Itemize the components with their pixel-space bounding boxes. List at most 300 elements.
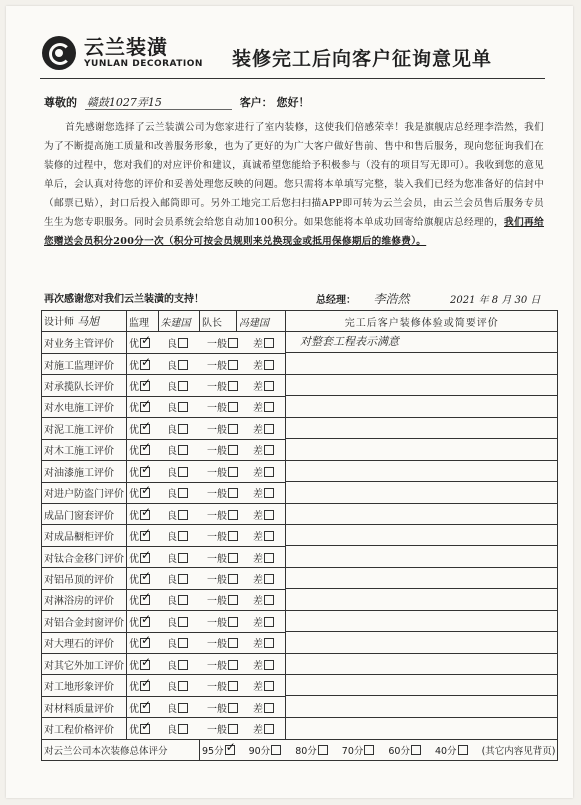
rating-option-label: 差 <box>253 596 263 608</box>
rating-option-label: 差 <box>253 424 263 436</box>
checkbox-icon[interactable] <box>264 402 274 412</box>
score-option[interactable] <box>388 746 421 757</box>
rating-option[interactable] <box>207 721 253 736</box>
comment-line <box>286 568 557 589</box>
rating-option[interactable] <box>167 635 207 650</box>
checkbox-icon[interactable] <box>228 681 238 691</box>
checkbox-icon[interactable] <box>228 574 238 584</box>
rating-option-label: 一般 <box>207 360 227 372</box>
rating-options <box>127 461 286 482</box>
score-option[interactable] <box>342 746 375 757</box>
rating-options <box>127 375 286 396</box>
rating-option[interactable] <box>253 614 283 629</box>
rating-option[interactable] <box>129 399 167 414</box>
checkbox-icon[interactable] <box>178 553 188 563</box>
table-header-row <box>42 311 558 332</box>
checkbox-icon[interactable] <box>264 424 274 434</box>
closing-thanks: 再次感谢您对我们云兰装潢的支持！ <box>44 294 204 305</box>
rating-option[interactable] <box>129 635 167 650</box>
evaluation-column-title: 完工后客户装修体验或简要评价 <box>286 311 558 332</box>
checked-box-icon[interactable] <box>140 424 150 434</box>
checkbox-icon[interactable] <box>264 660 274 670</box>
rating-option-label: 差 <box>253 339 263 351</box>
row-item-label: 对泥工施工评价 <box>42 418 127 439</box>
rating-option-label: 一般 <box>207 703 227 715</box>
checked-box-icon[interactable] <box>140 488 150 498</box>
row-item-label: 对铝合金封窗评价 <box>42 611 127 632</box>
rating-option-label: 良 <box>167 339 177 351</box>
rating-option[interactable] <box>167 657 207 672</box>
checkbox-icon[interactable] <box>264 338 274 348</box>
rating-option[interactable] <box>129 550 167 565</box>
rating-option[interactable] <box>253 678 283 693</box>
rating-option[interactable] <box>129 571 167 586</box>
rating-option[interactable] <box>167 507 207 522</box>
checkbox-icon[interactable] <box>178 360 188 370</box>
rating-option[interactable] <box>129 700 167 715</box>
designer-label: 设计师 <box>44 317 74 329</box>
rating-option[interactable] <box>129 378 167 393</box>
rating-options <box>127 696 286 717</box>
checkbox-icon[interactable] <box>264 638 274 648</box>
rating-option[interactable] <box>207 399 253 414</box>
rating-option-label: 良 <box>167 489 177 501</box>
rating-option[interactable] <box>129 721 167 736</box>
checkbox-icon[interactable] <box>178 724 188 734</box>
row-item-label: 对水电施工评价 <box>42 396 127 417</box>
row-item-label: 对承揽队长评价 <box>42 375 127 396</box>
rating-options <box>127 418 286 439</box>
checked-box-icon[interactable] <box>225 745 235 755</box>
checkbox-icon[interactable] <box>178 638 188 648</box>
rating-option-label: 一般 <box>207 574 227 586</box>
comment-line <box>286 611 557 632</box>
rating-option[interactable] <box>129 592 167 607</box>
checkbox-icon[interactable] <box>178 574 188 584</box>
rating-option[interactable] <box>167 378 207 393</box>
rating-option-label: 一般 <box>207 596 227 608</box>
rating-option[interactable] <box>207 485 253 500</box>
checked-box-icon[interactable] <box>140 360 150 370</box>
checked-box-icon[interactable] <box>140 338 150 348</box>
rating-option-label: 良 <box>167 596 177 608</box>
rating-option[interactable] <box>253 635 283 650</box>
rating-option[interactable] <box>207 335 253 350</box>
rating-option[interactable] <box>253 464 283 479</box>
score-option[interactable] <box>202 746 235 757</box>
comment-line <box>286 718 557 738</box>
rating-option[interactable] <box>207 507 253 522</box>
rating-options <box>127 589 286 610</box>
checkbox-icon[interactable] <box>178 531 188 541</box>
checkbox-icon[interactable] <box>228 488 238 498</box>
rating-options <box>127 439 286 460</box>
checkbox-icon[interactable] <box>178 617 188 627</box>
checked-box-icon[interactable] <box>140 638 150 648</box>
table-row <box>42 332 558 353</box>
comment-line <box>286 439 557 460</box>
rating-option-label: 良 <box>167 553 177 565</box>
checkbox-icon[interactable] <box>228 531 238 541</box>
rating-option[interactable] <box>207 378 253 393</box>
rating-option-label: 一般 <box>207 382 227 394</box>
rating-option[interactable] <box>167 421 207 436</box>
evaluation-comment-area[interactable] <box>286 332 558 739</box>
rating-option[interactable] <box>167 485 207 500</box>
checkbox-icon[interactable] <box>228 402 238 412</box>
checkbox-icon[interactable] <box>228 617 238 627</box>
checkbox-icon[interactable] <box>228 467 238 477</box>
rating-option-label: 良 <box>167 510 177 522</box>
salutation-suffix: 客户： <box>239 96 273 109</box>
rating-option-label: 差 <box>253 639 263 651</box>
comment-line <box>286 525 557 546</box>
document-title: 装修完工后向客户征询意见单 <box>232 48 493 70</box>
rating-option-label: 一般 <box>207 660 227 672</box>
rating-option[interactable] <box>167 399 207 414</box>
rating-option[interactable] <box>167 571 207 586</box>
rating-option-label: 优 <box>129 574 139 586</box>
checkbox-icon[interactable] <box>228 445 238 455</box>
rating-option-label: 良 <box>167 639 177 651</box>
rating-option-label: 良 <box>167 382 177 394</box>
rating-option-label: 一般 <box>207 510 227 522</box>
checkbox-icon[interactable] <box>264 381 274 391</box>
rating-option-label: 优 <box>129 703 139 715</box>
rating-option[interactable] <box>253 421 283 436</box>
checkbox-icon[interactable] <box>264 553 274 563</box>
row-item-label: 对进户防盗门评价 <box>42 482 127 503</box>
general-manager <box>316 290 410 307</box>
checked-box-icon[interactable] <box>140 553 150 563</box>
score-option[interactable] <box>295 746 328 757</box>
comment-line <box>286 461 557 482</box>
checkbox-icon[interactable] <box>264 574 274 584</box>
score-option-label: 90分 <box>248 745 271 757</box>
brand-logo <box>42 36 203 70</box>
rating-option[interactable] <box>129 357 167 372</box>
rating-options <box>127 482 286 503</box>
row-item-label: 对淋浴房的评价 <box>42 589 127 610</box>
checkbox-icon[interactable] <box>178 703 188 713</box>
rating-option-label: 良 <box>167 703 177 715</box>
rating-option[interactable] <box>253 528 283 543</box>
rating-option[interactable] <box>253 571 283 586</box>
checkbox-icon[interactable] <box>178 681 188 691</box>
rating-option-label: 一般 <box>207 532 227 544</box>
checkbox-icon[interactable] <box>264 595 274 605</box>
checkbox-icon[interactable] <box>264 488 274 498</box>
logo-mark-icon <box>42 36 76 70</box>
checkbox-icon[interactable] <box>364 745 374 755</box>
rating-option[interactable] <box>129 678 167 693</box>
checked-box-icon[interactable] <box>140 467 150 477</box>
comment-line <box>286 353 557 374</box>
rating-option-label: 优 <box>129 553 139 565</box>
checkbox-icon[interactable] <box>178 402 188 412</box>
salutation-prefix: 尊敬的 <box>44 96 77 109</box>
checkbox-icon[interactable] <box>228 510 238 520</box>
signing-date: 2021 年 8 月 30 日 <box>450 295 541 306</box>
rating-option[interactable] <box>253 399 283 414</box>
checkbox-icon[interactable] <box>178 381 188 391</box>
customer-address-handwritten: 赣鼓1027弄15 <box>85 96 232 110</box>
checkbox-icon[interactable] <box>178 424 188 434</box>
checkbox-icon[interactable] <box>178 510 188 520</box>
comment-line <box>286 504 557 525</box>
rating-option[interactable] <box>167 678 207 693</box>
checked-box-icon[interactable] <box>140 660 150 670</box>
gm-signature: 李浩然 <box>373 292 410 306</box>
rating-option[interactable] <box>129 421 167 436</box>
row-item-label: 对材料质量评价 <box>42 696 127 717</box>
checked-box-icon[interactable] <box>140 531 150 541</box>
brand-name-cn: 云兰装潢 <box>84 35 168 59</box>
rating-option-label: 良 <box>167 682 177 694</box>
rating-option[interactable] <box>129 507 167 522</box>
rating-option-label: 一般 <box>207 446 227 458</box>
rating-option[interactable] <box>167 528 207 543</box>
rating-option-label: 差 <box>253 446 263 458</box>
rating-option[interactable] <box>129 528 167 543</box>
rating-option[interactable] <box>253 335 283 350</box>
checkbox-icon[interactable] <box>228 595 238 605</box>
rating-option[interactable] <box>129 335 167 350</box>
comment-line <box>286 375 557 396</box>
rating-option[interactable] <box>207 657 253 672</box>
checkbox-icon[interactable] <box>178 660 188 670</box>
checkbox-icon[interactable] <box>228 638 238 648</box>
checkbox-icon[interactable] <box>178 445 188 455</box>
rating-option-label: 优 <box>129 682 139 694</box>
rating-option[interactable] <box>207 571 253 586</box>
rating-option-label: 良 <box>167 574 177 586</box>
checked-box-icon[interactable] <box>140 381 150 391</box>
row-item-label: 对工程价格评价 <box>42 718 127 739</box>
comment-line <box>286 482 557 503</box>
rating-option[interactable] <box>207 550 253 565</box>
rating-option[interactable] <box>129 442 167 457</box>
overall-score-row <box>42 739 558 760</box>
rating-option-label: 差 <box>253 553 263 565</box>
score-option-label: 95分 <box>202 745 224 757</box>
rating-option-label: 良 <box>167 360 177 372</box>
rating-option-label: 优 <box>129 639 139 651</box>
score-option-label: 40分 <box>434 745 457 757</box>
rating-options <box>127 353 286 374</box>
score-option[interactable] <box>249 746 282 757</box>
checked-box-icon[interactable] <box>140 574 150 584</box>
rating-option[interactable] <box>253 357 283 372</box>
rating-option-label: 一般 <box>207 489 227 501</box>
rating-option[interactable] <box>207 592 253 607</box>
rating-option[interactable] <box>207 357 253 372</box>
checkbox-icon[interactable] <box>264 467 274 477</box>
rating-option-label: 一般 <box>207 403 227 415</box>
rating-option-label: 优 <box>129 403 139 415</box>
row-item-label: 对油漆施工评价 <box>42 461 127 482</box>
checkbox-icon[interactable] <box>264 617 274 627</box>
rating-option[interactable] <box>167 592 207 607</box>
rating-option[interactable] <box>129 657 167 672</box>
rating-options <box>127 632 286 653</box>
rating-option[interactable] <box>253 378 283 393</box>
checkbox-icon[interactable] <box>264 360 274 370</box>
checkbox-icon[interactable] <box>228 338 238 348</box>
rating-option[interactable] <box>129 614 167 629</box>
rating-options <box>127 654 286 675</box>
rating-options <box>127 503 286 524</box>
header-divider <box>40 78 545 79</box>
rating-option-label: 差 <box>253 532 263 544</box>
row-item-label: 对业务主管评价 <box>42 332 127 353</box>
rating-option-label: 差 <box>253 660 263 672</box>
checked-box-icon[interactable] <box>140 703 150 713</box>
rating-option-label: 差 <box>253 574 263 586</box>
rating-options <box>127 568 286 589</box>
checked-box-icon[interactable] <box>140 445 150 455</box>
rating-option[interactable] <box>253 442 283 457</box>
rating-option-label: 良 <box>167 617 177 629</box>
rating-option-label: 良 <box>167 403 177 415</box>
rating-option[interactable] <box>167 442 207 457</box>
checkbox-icon[interactable] <box>264 703 274 713</box>
rating-options <box>127 675 286 696</box>
comment-line <box>286 675 557 696</box>
rating-option-label: 一般 <box>207 553 227 565</box>
score-option[interactable] <box>435 746 468 757</box>
checkbox-icon[interactable] <box>264 445 274 455</box>
checkbox-icon[interactable] <box>178 338 188 348</box>
letter-body <box>44 118 544 251</box>
rating-option-label: 优 <box>129 725 139 737</box>
rating-options <box>127 525 286 546</box>
row-item-label: 对木工施工评价 <box>42 439 127 460</box>
rating-option-label: 一般 <box>207 424 227 436</box>
rating-option[interactable] <box>129 464 167 479</box>
rating-option-label: 优 <box>129 467 139 479</box>
rating-option[interactable] <box>253 657 283 672</box>
checkbox-icon[interactable] <box>458 745 468 755</box>
rating-option-label: 良 <box>167 725 177 737</box>
rating-option[interactable] <box>207 464 253 479</box>
rating-option[interactable] <box>167 700 207 715</box>
checkbox-icon[interactable] <box>228 424 238 434</box>
checkbox-icon[interactable] <box>178 467 188 477</box>
brand-name-en: YUNLAN DECORATION <box>84 59 203 69</box>
row-item-label: 对工地形象评价 <box>42 675 127 696</box>
checked-box-icon[interactable] <box>140 617 150 627</box>
rating-option[interactable] <box>253 721 283 736</box>
designer-name: 马旭 <box>77 315 100 329</box>
score-option-label: 80分 <box>295 745 317 757</box>
row-item-label: 对施工监理评价 <box>42 353 127 374</box>
checkbox-icon[interactable] <box>411 745 421 755</box>
supervisor-name: 朱建国 <box>158 311 200 332</box>
rating-option[interactable] <box>207 528 253 543</box>
score-option-label: 60分 <box>388 745 410 757</box>
rating-option[interactable] <box>167 721 207 736</box>
checkbox-icon[interactable] <box>264 510 274 520</box>
checked-box-icon[interactable] <box>140 724 150 734</box>
row-item-label: 对大理石的评价 <box>42 632 127 653</box>
letter-text: 首先感谢您选择了云兰装潢公司为您家进行了室内装修，这使我们倍感荣幸！我是旗舰店总经理李浩然，我们为了不断提高施工质量和改善服务形象，也为了更好的为广大客户做好售前、售中和售后服务，现向您征询我们在装修的过程中，您对我们的对应评价和建议，真诚希望您能给予积极参与（没有的项目写无即可）。我收到您的意见单后，会认真对待您的评价和妥善处理您反映的问题。您只需将本单填写完整，装入我们已经为您准备好的信封中（邮票已贴），封口后投入邮筒即可。另外工地完工后您扫扫描APP即可转为云兰会员，由云兰会员售后服务专员生生为您专职服务。同时会员系统会给您自动加100积分。如果您能将本单成功回寄给旗舰店总经理的， <box>44 122 544 228</box>
rating-option[interactable] <box>253 507 283 522</box>
rating-option[interactable] <box>253 700 283 715</box>
rating-option-label: 优 <box>129 424 139 436</box>
row-item-label: 对其它外加工评价 <box>42 654 127 675</box>
rating-option[interactable] <box>253 592 283 607</box>
rating-options <box>127 611 286 632</box>
checkbox-icon[interactable] <box>228 660 238 670</box>
rating-option-label: 优 <box>129 382 139 394</box>
rating-option[interactable] <box>207 678 253 693</box>
checked-box-icon[interactable] <box>140 510 150 520</box>
rating-option-label: 优 <box>129 510 139 522</box>
rating-option[interactable] <box>253 485 283 500</box>
rating-option-label: 一般 <box>207 682 227 694</box>
checkbox-icon[interactable] <box>178 595 188 605</box>
rating-option-label: 优 <box>129 596 139 608</box>
rating-option[interactable] <box>167 464 207 479</box>
letter-underlined-text: 我们再给您赠送会员积分200分一次（积分可按会员规则来兑换现金或抵用保修期后的维修费）。 <box>44 217 544 247</box>
comment-line <box>286 654 557 675</box>
designer-cell <box>42 311 127 332</box>
checkbox-icon[interactable] <box>264 724 274 734</box>
rating-option[interactable] <box>207 614 253 629</box>
rating-option[interactable] <box>167 614 207 629</box>
greeting: 您好！ <box>276 96 310 109</box>
rating-option-label: 优 <box>129 660 139 672</box>
rating-option[interactable] <box>167 357 207 372</box>
checkbox-icon[interactable] <box>264 681 274 691</box>
checkbox-icon[interactable] <box>228 724 238 734</box>
evaluation-table <box>41 310 558 761</box>
rating-option-label: 一般 <box>207 339 227 351</box>
checked-box-icon[interactable] <box>140 595 150 605</box>
rating-option[interactable] <box>207 635 253 650</box>
rating-option-label: 良 <box>167 424 177 436</box>
checkbox-icon[interactable] <box>271 745 281 755</box>
checkbox-icon[interactable] <box>228 553 238 563</box>
rating-option[interactable] <box>253 550 283 565</box>
rating-option[interactable] <box>207 421 253 436</box>
checkbox-icon[interactable] <box>178 488 188 498</box>
checkbox-icon[interactable] <box>228 360 238 370</box>
rating-option-label: 差 <box>253 382 263 394</box>
checkbox-icon[interactable] <box>318 745 328 755</box>
back-page-note: (其它内容见背页) <box>481 745 556 757</box>
rating-options <box>127 332 286 353</box>
checkbox-icon[interactable] <box>264 531 274 541</box>
checkbox-icon[interactable] <box>228 703 238 713</box>
rating-option[interactable] <box>207 700 253 715</box>
rating-option[interactable] <box>167 335 207 350</box>
foreman-label: 队长 <box>200 311 237 332</box>
rating-option-label: 优 <box>129 489 139 501</box>
rating-option-label: 优 <box>129 360 139 372</box>
rating-option[interactable] <box>207 442 253 457</box>
checked-box-icon[interactable] <box>140 402 150 412</box>
salutation <box>44 94 310 110</box>
rating-option[interactable] <box>129 485 167 500</box>
rating-option-label: 差 <box>253 682 263 694</box>
rating-option-label: 良 <box>167 660 177 672</box>
rating-option[interactable] <box>167 550 207 565</box>
checked-box-icon[interactable] <box>140 681 150 691</box>
checkbox-icon[interactable] <box>228 381 238 391</box>
comment-line <box>286 589 557 610</box>
